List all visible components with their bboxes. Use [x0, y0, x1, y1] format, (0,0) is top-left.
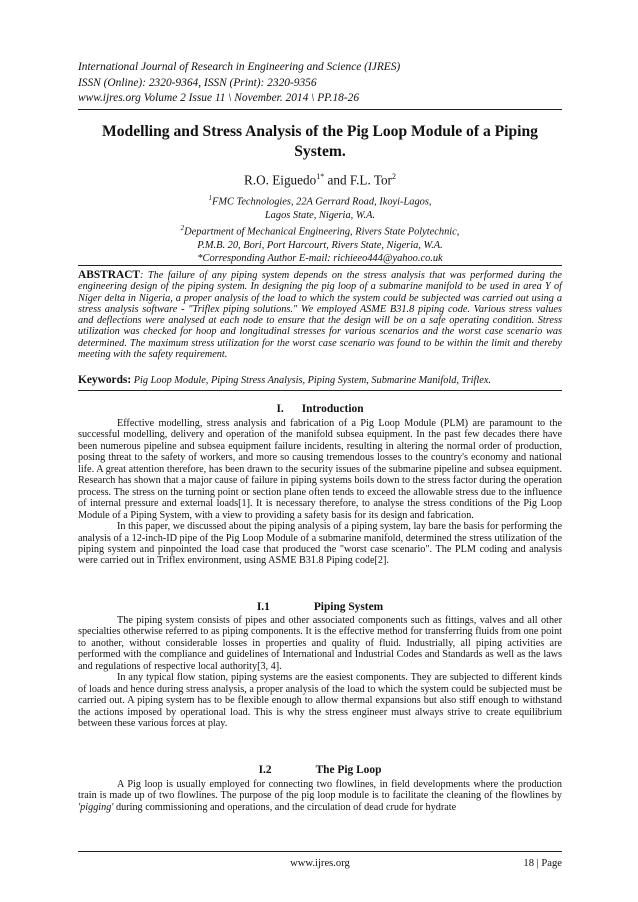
section-number: I.1	[256, 601, 270, 613]
introduction-body	[78, 418, 562, 567]
affiliation-2-line-2: P.M.B. 20, Bori, Port Harcourt, Rivers State, Nigeria, W.A.	[197, 239, 443, 251]
affiliation-2-text: Department of Mechanical Engineering, Rivers State Polytechnic,	[184, 226, 460, 238]
footer-rule	[78, 851, 562, 852]
paragraph: In any typical flow station, piping systems are the easiest components. They are subjected to different kinds of loads and hence during stress analysis, a proper analysis of the load to which the system could be subjected must be carried out. A piping system has to be flexible enough to allow thermal expansions but also stiff enough to withstand the actions imposed by operational load. This is why the stress engineer must always strive to create equilibrium between these various forces at play.	[78, 672, 562, 730]
section-number: I.	[276, 403, 284, 415]
author-1: R.O. Eiguedo	[244, 172, 317, 188]
section-heading-introduction	[78, 403, 562, 415]
journal-volume: www.ijres.org Volume 2 Issue 11 \ November. 2014 \ PP.18-26	[78, 92, 360, 104]
affiliation-1-line-1	[78, 192, 562, 209]
journal-header	[78, 60, 578, 107]
pig-loop-body	[78, 779, 562, 813]
affiliation-1-mark: 1	[208, 194, 212, 202]
author-list	[78, 172, 562, 188]
title-line-1: Modelling and Stress Analysis of the Pig Loop Module of a Piping	[102, 123, 538, 140]
keywords-text: Pig Loop Module, Piping Stress Analysis, Piping System, Submarine Manifold, Triflex.	[131, 375, 491, 386]
section-title: The Pig Loop	[315, 764, 382, 776]
footer-url: www.ijres.org	[290, 858, 350, 869]
journal-issn: ISSN (Online): 2320-9364, ISSN (Print): 2320-9356	[78, 76, 317, 89]
author-2-mark: 2	[391, 172, 396, 181]
paragraph-text: A Pig loop is usually employed for connecting two flowlines, in field developments where the production train is made up of two flowlines. The purpose of the pig loop module is to facilitate the cleaning of the flowlines by	[78, 779, 562, 802]
section-heading-pig-loop	[78, 764, 562, 776]
section-heading-piping-system	[78, 601, 562, 613]
affiliation-1-line-2: Lagos State, Nigeria, W.A.	[264, 209, 376, 221]
section-title: Piping System	[313, 601, 384, 613]
abstract-text: : The failure of any piping system depends on the stress analysis that was performed during the engineering design of the piping system. In designing the pig loop of a submarine manifold to be used in area Y of Niger delta in Nigeria, a proper analysis of the load to which the system could be subjected was carried out using a stress analysis software - "Triflex piping solutions." We employed ASME B31.8 piping code. Various stress values and deflections were analysed at each node to ensure that the design will be on a safe operating condition. Stress utilization was checked for hoop and longitudinal stresses for various scenarios and the worst case scenario was determined. The maximum stress utilization for the worst case scenario was found to be within the limit and thereby meeting with the safety requirement.	[78, 270, 562, 361]
paragraph-text: during commissioning and operations, and the circulation of dead crude for hydrate	[113, 801, 457, 813]
paragraph: Effective modelling, stress analysis and fabrication of a Pig Loop Module (PLM) are paramount to the successful modelling, delivery and operation of the manifold subsea equipment. In the past few decades there have been numerous pipeline and subsea equipment failure incidents, resulting in altering the normal order of production, posing threat to the safety of workers, and more so causing tremendous losses to the country's economy and national life. A great attention therefore, has been drawn to the security issues of the submarine pipeline and subsea equipment. Research has shown that a major cause of failure in piping systems boils down to the stress factor during the operation process. The stress on the turning point or section plane often tends to exceed the allowable stress due to the influence of internal pressure and external loads[1]. It is necessary therefore, to analyse the stress conditions of the Pig Loop Module of a Piping System, with a view to providing a safety basis for its design and fabrication.	[78, 418, 562, 521]
affiliation-2-line-1	[78, 222, 562, 239]
page-number: 18 | Page	[523, 858, 562, 869]
keywords-label: Keywords:	[78, 374, 132, 386]
journal-name: International Journal of Research in Engineering and Science (IJRES)	[78, 61, 401, 73]
corresponding-author: *Corresponding Author E-mail: richieeo444@yahoo.co.uk	[197, 252, 443, 264]
section-number: I.2	[258, 764, 272, 776]
header-rule	[78, 109, 562, 110]
paper-title	[78, 122, 562, 162]
author-2: and F.L. Tor	[324, 172, 392, 188]
paragraph-italic: 'pigging'	[78, 801, 114, 813]
author-1-mark: 1*	[316, 172, 325, 181]
affiliations	[78, 192, 562, 265]
keywords	[78, 374, 562, 386]
abstract	[78, 270, 562, 360]
abstract-label: ABSTRACT	[78, 269, 141, 281]
paragraph	[78, 779, 562, 813]
abstract-rule	[78, 265, 562, 266]
paragraph: The piping system consists of pipes and other associated components such as fittings, valves and all other specialties otherwise referred to as piping components. It is the effective method for transferring fluids from one point to another, without considerable losses in properties and quality of fluid. Industrially, all piping activities are performed with the compliance and guidelines of International and Industrial Codes and Standards as well as the laws and regulations of respective local authority[3, 4].	[78, 615, 562, 672]
section-title: Introduction	[301, 403, 364, 415]
affiliation-1-text: FMC Technologies, 22A Gerrard Road, Ikoyi-Lagos,	[211, 196, 432, 208]
affiliation-2-mark: 2	[180, 223, 185, 232]
keywords-rule	[78, 390, 562, 391]
title-line-2: System.	[294, 143, 346, 160]
paragraph: In this paper, we discussed about the piping analysis of a piping system, lay bare the basis for performing the analysis of a 12-inch-ID pipe of the Pig Loop Module of a submarine manifold, determined the stress utilization of the piping system and pinpointed the load case that produced the "worst case scenario". The PLM coding and analysis were carried out in Triflex environment, using ASME B31.8 Piping code[2].	[78, 521, 562, 567]
piping-system-body	[78, 615, 562, 730]
